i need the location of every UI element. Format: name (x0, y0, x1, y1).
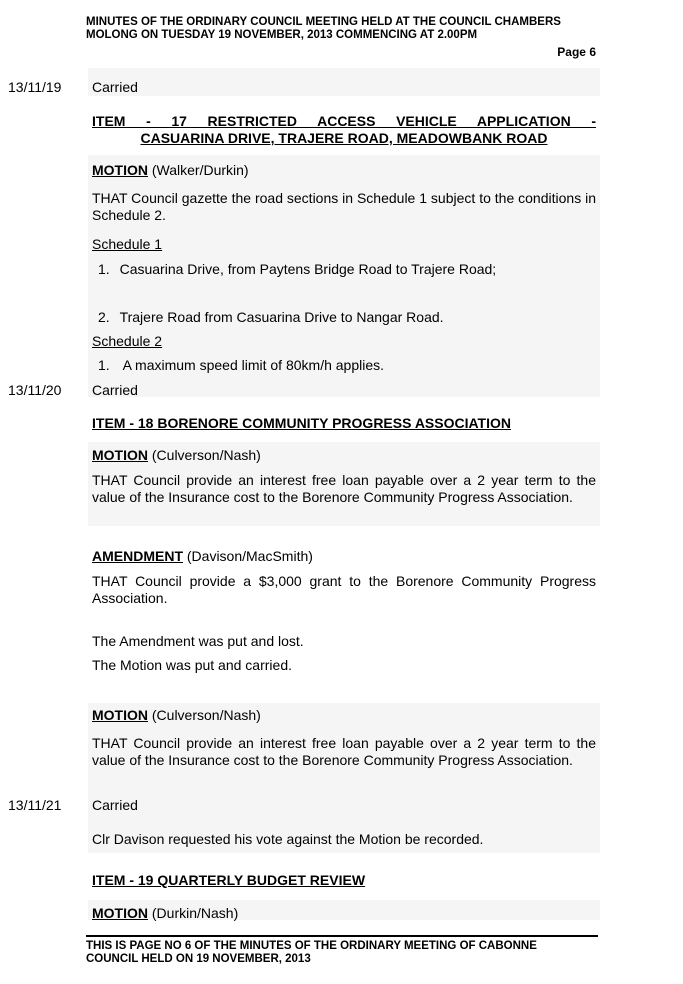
motion-movers: (Culverson/Nash) (148, 707, 261, 723)
schedule1-item-1 (98, 261, 496, 277)
list-number: 2. (98, 309, 110, 325)
carried-label: Carried (92, 79, 138, 95)
carried-label: Carried (92, 382, 138, 398)
motion-movers: (Durkin/Nash) (148, 905, 239, 921)
motion-result: The Motion was put and carried. (92, 657, 292, 673)
list-text: Trajere Road from Casuarina Drive to Nangar Road. (119, 309, 444, 325)
list-number: 1. (98, 357, 110, 373)
amendment-label: AMENDMENT (92, 548, 183, 564)
page-number: Page 6 (557, 45, 596, 59)
list-text: Casuarina Drive, from Paytens Bridge Road to Trajere Road; (119, 261, 497, 277)
footer-divider (86, 935, 598, 937)
item18-motion2-heading (92, 707, 596, 724)
motion-label: MOTION (92, 905, 148, 921)
motion-movers: (Culverson/Nash) (148, 447, 261, 463)
item18-motion2-text: THAT Council provide an interest free loan payable over a 2 year term to the value of the Insurance cost to the Borenore Community Progress Association. (92, 735, 596, 768)
item17-motion-text: THAT Council gazette the road sections in Schedule 1 subject to the conditions in Schedule 2. (92, 190, 596, 223)
footer-line-1: THIS IS PAGE NO 6 OF THE MINUTES OF THE ORDINARY MEETING OF CABONNE (86, 940, 537, 952)
header-line-2: MOLONG ON TUESDAY 19 NOVEMBER, 2013 COMMENCING AT 2.00PM (86, 29, 478, 41)
footer-line-2: COUNCIL HELD ON 19 NOVEMBER, 2013 (86, 953, 311, 965)
motion-label: MOTION (92, 162, 148, 178)
page-footer (86, 940, 596, 966)
list-text: A maximum speed limit of 80km/h applies. (122, 357, 385, 373)
schedule1-label: Schedule 1 (92, 236, 163, 252)
item19-title: ITEM - 19 QUARTERLY BUDGET REVIEW (92, 872, 366, 888)
item18-amendment-heading (92, 548, 596, 565)
item17-title-line2: CASUARINA DRIVE, TRAJERE ROAD, MEADOWBANK ROAD (140, 130, 548, 146)
item18-motion-heading (92, 447, 596, 464)
item17-title-line1: ITEM - 17 RESTRICTED ACCESS VEHICLE APPLICATION - (92, 113, 596, 129)
list-number: 1. (98, 261, 110, 277)
motion-label: MOTION (92, 707, 148, 723)
carried-label: Carried (92, 797, 138, 813)
resolution-number: 13/11/20 (8, 382, 62, 398)
header-line-1: MINUTES OF THE ORDINARY COUNCIL MEETING HELD AT THE COUNCIL CHAMBERS (86, 16, 561, 28)
page-header (86, 16, 596, 42)
item18-note: Clr Davison requested his vote against the Motion be recorded. (92, 831, 484, 847)
item18-title: ITEM - 18 BORENORE COMMUNITY PROGRESS ASSOCIATION (92, 415, 512, 431)
schedule1-item-2 (98, 309, 444, 325)
item19-motion-heading (92, 905, 596, 922)
amendment-movers: (Davison/MacSmith) (183, 548, 313, 564)
motion-label: MOTION (92, 447, 148, 463)
item18-amendment-text: THAT Council provide a $3,000 grant to the Borenore Community Progress Association. (92, 573, 596, 606)
amendment-result: The Amendment was put and lost. (92, 633, 304, 649)
schedule2-label: Schedule 2 (92, 333, 163, 349)
resolution-number: 13/11/19 (8, 79, 62, 95)
resolution-number: 13/11/21 (8, 797, 62, 813)
schedule2-item-1 (98, 357, 384, 373)
item17-motion-heading (92, 162, 596, 179)
item18-motion-text: THAT Council provide an interest free loan payable over a 2 year term to the value of the Insurance cost to the Borenore Community Progress Association. (92, 472, 596, 505)
motion-movers: (Walker/Durkin) (148, 162, 249, 178)
